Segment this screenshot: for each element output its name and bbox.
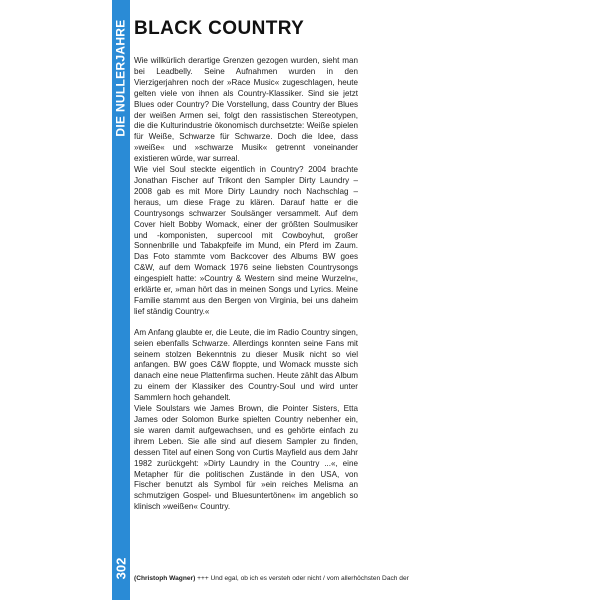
footer-author: (Christoph Wagner) [134,575,196,582]
paragraph: Wie viel Soul steckte eigentlich in Country? 2004 brachte Jonathan Fischer auf Trikont den Sampler Dirty Laundry – 2008 gab es mit More Dirty Laundry noch Nachschlag – heraus, um diese Frage zu klären. Darauf hatte er die Countrysongs schwarzer Soulsänger versammelt. Auf dem Cover hielt Bobby Womack, einer der größten Soulmusiker und -komponisten, supercool mit Cowboyhut, großer Sonnenbrille und Tabakpfeife im Mund, ein Pferd im Zaum. Das Foto stammte vom Backcover des Albums BW goes C&W, auf dem Womack 1976 seine liebsten Countrysongs eingespielt hatte: »Country & Western sind meine Wurzeln«, erklärte er, »man hört das in meinen Songs und Lyrics. Meine Familie stammt aus den Bergen von Virginia, bei uns daheim lief ständig Country.« [134,165,358,316]
paragraph: Viele Soulstars wie James Brown, die Pointer Sisters, Etta James oder Solomon Burke spielten Country nebenher ein, sie waren damit aufgewachsen, und es gehörte einfach zu ihrem Leben. Sie alle sind auf diesem Sampler zu finden, dessen Titel auf einen Song von Curtis Mayfield aus dem Jahr 1982 zurückgeht: »Dirty Laundry in the Country ...«, eine Metapher für die politischen Zustände in den USA, von Fischer benutzt als Symbol für »ein reiches Melisma an schmutzigen Gospel- und Bluesuntertönen« im angeblich so klinisch »weißen« Country. [134,404,358,512]
page-number-text: 302 [113,557,129,579]
paragraph: Am Anfang glaubte er, die Leute, die im Radio Country singen, seien ebenfalls Schwarze. Allerdings konnten seine Fans mit seinem stolzen Bekenntnis zu dieser Musik nicht so viel anfangen. BW goes C&W floppte, und Womack musste sich danach eine neue Plattenfirma suchen. Heute zählt das Album zu einem der Klassiker des Country-Soul und wird unter Sammlern hoch gehandelt. [134,327,358,403]
chapter-title-text: DIE NULLERJAHRE [114,19,128,137]
footer-text: +++ Und egal, ob ich es versteh oder nicht / vom allerhöchsten Dach der [197,575,409,582]
page-number [112,548,130,588]
chapter-title [112,8,130,148]
article-body [134,56,358,513]
running-footer [134,575,474,582]
paragraph: Wie willkürlich derartige Grenzen gezogen wurden, sieht man bei Leadbelly. Seine Aufnahmen wurden in den Vierzigerjahren noch der »Race Music« zugeschlagen, heute gelten viele von ihnen als Country-Klassiker. Sind sie jetzt Blues oder Country? Die Vorstellung, dass Country der Blues der weißen Armen sei, folgt den rassistischen Stereotypen, die die Kulturindustrie ökonomisch durchsetzte: Weiße spielen für Weiße, Schwarze für Schwarze. Doch die Idee, dass »weiße« und »schwarze Musik« getrennt voneinander existieren würde, war surreal. [134,56,358,164]
article-heading: BLACK COUNTRY [134,18,305,39]
